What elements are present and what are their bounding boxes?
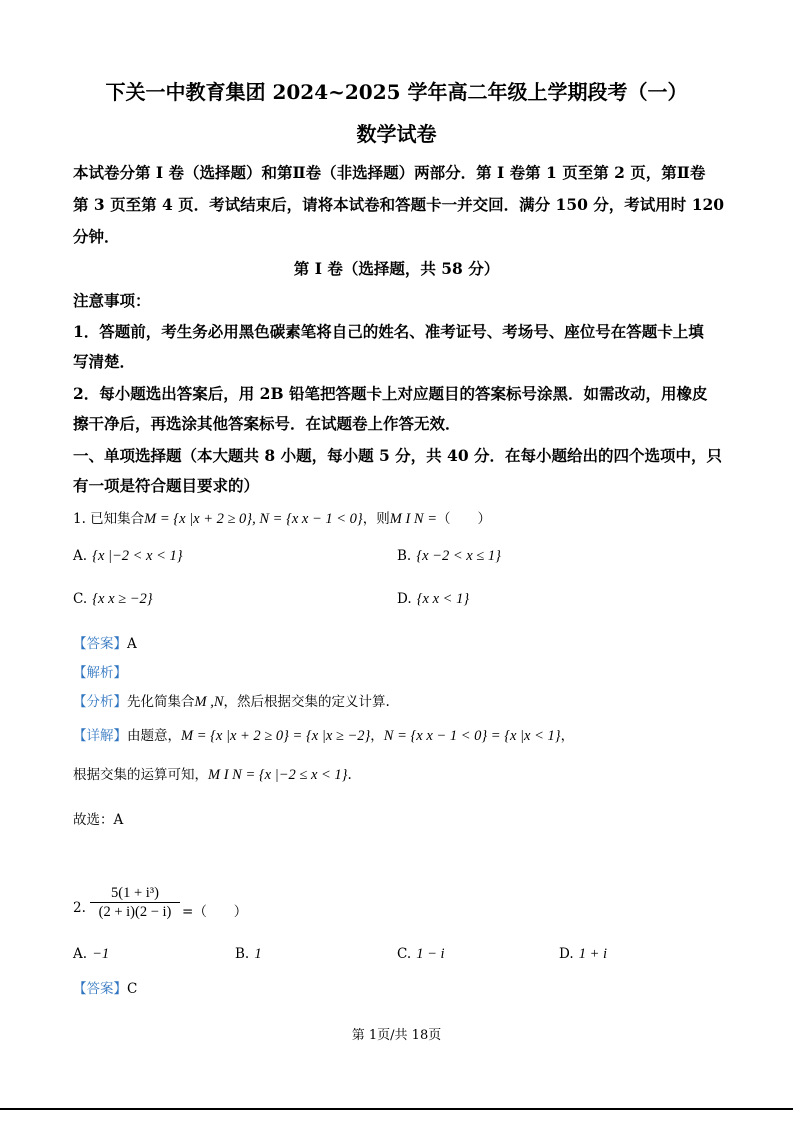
notice-title: 注意事项： [73,291,151,310]
intro-line-1: 本试卷分第 I 卷（选择题）和第Ⅱ卷（非选择题）两部分．第 I 卷第 1 页至第 2 页，第Ⅱ卷 [73,163,706,182]
option-label: C. [73,591,88,607]
option-value: {x −2 < x ≤ 1} [416,548,501,564]
option-value: {x x < 1} [416,591,470,607]
option-label: D. [397,591,412,607]
rule-text: 根据交集的运算可知， [73,767,208,783]
page-bottom-rule [0,1108,793,1110]
question-2-answer [73,977,137,997]
xiangjie-set-m: M = {x |x + 2 ≥ 0} = {x |x ≥ −2} [181,728,371,744]
option-value: {x |−2 < x < 1} [92,548,183,564]
option-label: A. [73,548,88,564]
answer-value: A [127,636,137,652]
question-2-option-b [235,943,262,963]
option-label: A. [73,946,88,962]
exam-title: 下关一中教育集团 2024~2025 学年高二年级上学期段考（一） [105,80,688,104]
exam-subtitle: 数学试卷 [356,122,437,146]
question-1-stem [73,507,491,528]
section-heading: 第 I 卷（选择题，共 58 分） [293,259,500,278]
xiangjie-set-n: N = {x x − 1 < 0} = {x |x < 1} [383,728,561,744]
question-1-option-a [73,545,183,565]
fraction-numerator: 5(1 + i³) [111,885,159,901]
option-value: 1 [254,946,262,962]
intro-line-3: 分钟． [73,227,120,246]
question-2-fraction [90,885,180,921]
intro-line-2: 第 3 页至第 4 页．考试结束后，请将本试卷和答题卡一并交回．满分 150 分，考试用时 120 [73,195,725,214]
notice-item-1-line-2: 写清楚． [73,352,136,371]
part1-heading-line-1: 一、单项选择题（本大题共 8 小题，每小题 5 分，共 40 分．在每小题给出的四个选项中，只 [73,446,723,465]
option-label: C. [397,946,412,962]
option-value: 1 + i [578,946,608,962]
question-1-fenxi [73,690,390,711]
xiangjie-text: 由题意， [127,728,181,744]
question-1-sets: M = {x |x + 2 ≥ 0}, N = {x x − 1 < 0} [144,511,363,527]
xiangjie-sep: ， [370,728,384,744]
rule-expr: M I N = {x |−2 ≤ x < 1} [208,767,348,783]
notice-item-2-line-1: 2．每小题选出答案后，用 2B 铅笔把答题卡上对应题目的答案标号涂黑．如需改动，用橡皮 [73,384,708,403]
fenxi-tag: 【分析】 [73,694,127,710]
question-2-tail [182,900,247,920]
question-2-number: 2. [73,900,86,916]
question-1-mid: ，则 [362,511,390,527]
question-1-prefix: 1. 已知集合 [73,511,145,527]
part1-heading-line-2: 有一项是符合题目要求的） [73,476,260,495]
question-1-choose: 故选：A [73,812,124,828]
option-value: {x x ≥ −2} [92,591,153,607]
option-label: B. [235,946,250,962]
question-1-option-c [73,588,153,608]
question-1-xiangjie [73,724,574,745]
answer-tag: 【答案】 [73,636,127,652]
answer-value: C [127,981,138,997]
page-number: 第 1页/共 18页 [351,1028,442,1043]
option-value: 1 − i [416,946,445,962]
xiangjie-end: ， [560,728,575,744]
fenxi-sets: M ,N [194,694,224,710]
question-2-option-d [559,943,607,963]
fenxi-text-end: ，然后根据交集的定义计算. [223,694,390,710]
fenxi-text: 先化简集合 [127,694,195,710]
question-1-analysis-tag: 【解析】 [73,665,127,681]
option-label: D. [559,946,574,962]
option-label: B. [397,548,412,564]
question-1-option-b [397,545,501,565]
question-1-rule [73,763,352,784]
equals-sign: = [182,904,194,920]
notice-item-1-line-1: 1．答题前，考生务必用黑色碳素笔将自己的姓名、准考证号、考场号、座位号在答题卡上填 [73,322,704,341]
question-1-paren: （ ） [436,511,491,527]
notice-item-2-line-2: 擦干净后，再选涂其他答案标号．在试题卷上作答无效． [73,414,461,433]
question-1-answer [73,632,137,652]
question-2-option-c [397,943,445,963]
option-value: −1 [92,946,110,962]
question-1-option-d [397,588,469,608]
question-2-option-a [73,943,109,963]
xiangjie-tag: 【详解】 [73,728,127,744]
question-1-expr: M I N = [389,511,437,527]
answer-tag: 【答案】 [73,981,127,997]
question-2-paren: （ ） [193,904,248,920]
rule-end: . [347,767,352,783]
fraction-denominator: (2 + i)(2 − i) [90,902,180,921]
